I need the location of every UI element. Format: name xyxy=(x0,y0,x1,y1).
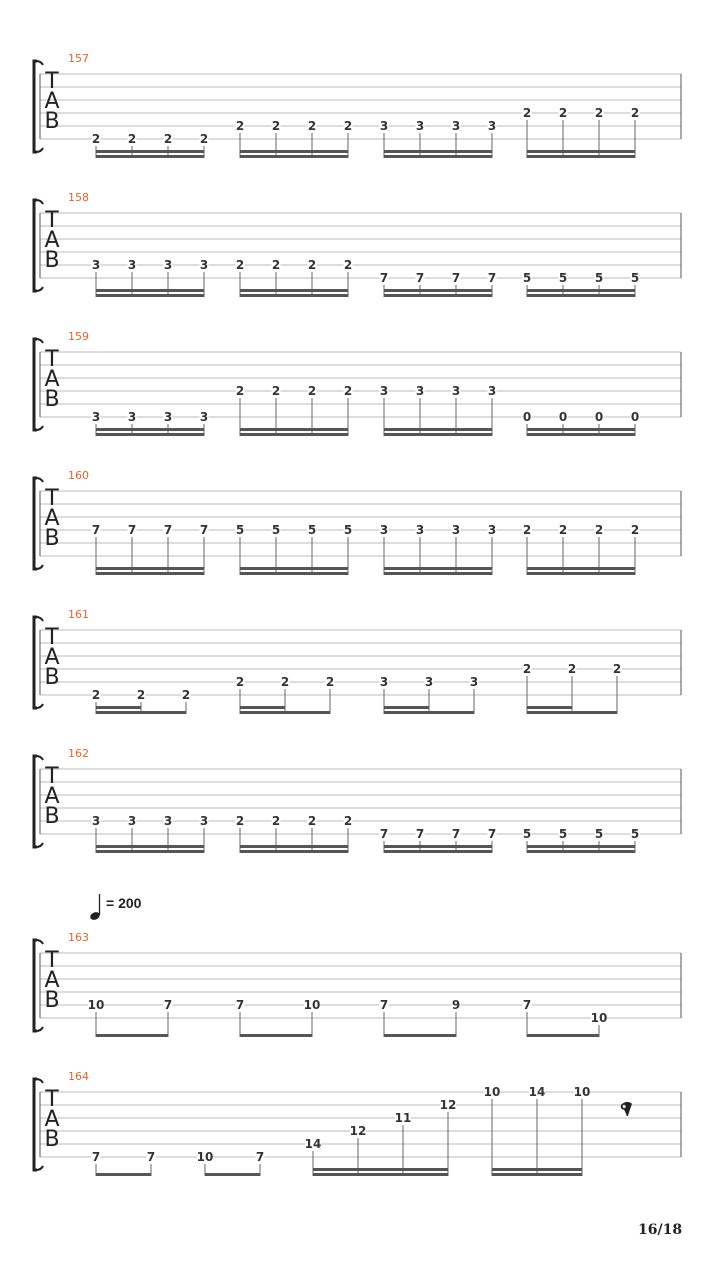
fret-number: 2 xyxy=(235,675,245,689)
tab-clef-letter: T xyxy=(45,764,59,789)
tab-system xyxy=(34,747,681,853)
beam-secondary xyxy=(492,1168,582,1171)
beam-secondary xyxy=(96,289,204,292)
fret-number: 2 xyxy=(522,106,532,120)
fret-number: 11 xyxy=(394,1111,412,1125)
fret-number: 5 xyxy=(630,271,640,285)
tab-clef-letter: A xyxy=(44,506,60,531)
fret-number: 7 xyxy=(451,271,461,285)
bracket-bottom-hook xyxy=(36,148,43,152)
fret-number: 7 xyxy=(127,523,137,537)
beam xyxy=(527,572,635,575)
beam xyxy=(96,155,204,158)
beam xyxy=(96,572,204,575)
beam-secondary xyxy=(384,289,492,292)
fret-number: 7 xyxy=(415,271,425,285)
beam xyxy=(384,711,474,714)
beam-secondary xyxy=(96,845,204,848)
fret-number: 2 xyxy=(522,523,532,537)
fret-number: 3 xyxy=(127,814,137,828)
fret-number: 7 xyxy=(522,998,532,1012)
measure-number: 162 xyxy=(68,747,89,760)
fret-number: 2 xyxy=(271,119,281,133)
beam xyxy=(240,433,348,436)
tab-clef-letter: B xyxy=(44,526,60,551)
system-bracket xyxy=(34,478,37,569)
fret-number: 3 xyxy=(451,119,461,133)
fret-number: 3 xyxy=(451,384,461,398)
fret-number: 2 xyxy=(181,688,191,702)
fret-number: 7 xyxy=(91,1150,101,1164)
fret-number: 7 xyxy=(379,827,389,841)
measure-number: 164 xyxy=(68,1070,89,1083)
beam xyxy=(384,433,492,436)
beam-secondary xyxy=(527,567,635,570)
fret-number: 2 xyxy=(280,675,290,689)
tab-clef-letter: T xyxy=(45,948,59,973)
tab-system xyxy=(34,931,681,1037)
fret-number: 3 xyxy=(451,523,461,537)
bracket-top-hook xyxy=(36,617,43,621)
tab-clef-letter: B xyxy=(44,988,60,1013)
fret-number: 2 xyxy=(271,258,281,272)
bracket-bottom-hook xyxy=(36,843,43,847)
tempo-marking: = 200 xyxy=(106,895,142,911)
fret-number: 2 xyxy=(307,119,317,133)
fret-number: 2 xyxy=(307,384,317,398)
beam xyxy=(205,1173,260,1176)
beam xyxy=(384,572,492,575)
fret-number: 3 xyxy=(415,384,425,398)
fret-number: 2 xyxy=(199,132,209,146)
fret-number: 2 xyxy=(235,119,245,133)
fret-number: 3 xyxy=(424,675,434,689)
beam-secondary xyxy=(527,289,635,292)
fret-number: 3 xyxy=(487,119,497,133)
beam xyxy=(384,1034,456,1037)
fret-number: 7 xyxy=(415,827,425,841)
beam-partial xyxy=(527,706,572,709)
fret-number: 7 xyxy=(91,523,101,537)
system-bracket xyxy=(34,617,37,708)
fret-number: 2 xyxy=(307,814,317,828)
fret-number: 5 xyxy=(594,827,604,841)
tab-clef-letter: A xyxy=(44,228,60,253)
fret-number: 14 xyxy=(528,1085,546,1099)
beam xyxy=(492,1173,582,1176)
bracket-top-hook xyxy=(36,1079,43,1083)
beam-secondary xyxy=(313,1168,448,1171)
tab-clef-letter: T xyxy=(45,625,59,650)
beam-partial xyxy=(96,706,141,709)
fret-number: 10 xyxy=(196,1150,214,1164)
bracket-top-hook xyxy=(36,339,43,343)
fret-number: 3 xyxy=(199,814,209,828)
fret-number: 2 xyxy=(630,106,640,120)
fret-number: 2 xyxy=(522,662,532,676)
beam-secondary xyxy=(384,150,492,153)
system-bracket xyxy=(34,1079,37,1170)
fret-number: 3 xyxy=(415,523,425,537)
tab-clef-letter: T xyxy=(45,347,59,372)
page-number: 16/18 xyxy=(638,1222,683,1238)
tab-clef-letter: T xyxy=(45,208,59,233)
beam-secondary xyxy=(240,428,348,431)
fret-number: 3 xyxy=(487,523,497,537)
beam xyxy=(96,1173,151,1176)
tab-clef-letter: T xyxy=(45,486,59,511)
tab-clef-letter: A xyxy=(44,89,60,114)
fret-number: 12 xyxy=(439,1098,457,1112)
beam xyxy=(96,1034,168,1037)
tab-system xyxy=(34,52,681,158)
fret-number: 3 xyxy=(379,384,389,398)
beam-secondary xyxy=(96,150,204,153)
measure-number: 163 xyxy=(68,931,89,944)
bracket-bottom-hook xyxy=(36,1166,43,1170)
beam xyxy=(96,850,204,853)
fret-number: 9 xyxy=(451,998,461,1012)
beam xyxy=(384,850,492,853)
tab-clef-letter: B xyxy=(44,109,60,134)
fret-number: 2 xyxy=(271,384,281,398)
measure-number: 159 xyxy=(68,330,89,343)
beam xyxy=(527,850,635,853)
fret-number: 3 xyxy=(127,410,137,424)
fret-number: 0 xyxy=(630,410,640,424)
tab-clef-letter: B xyxy=(44,248,60,273)
fret-number: 7 xyxy=(163,998,173,1012)
fret-number: 2 xyxy=(612,662,622,676)
fret-number: 2 xyxy=(91,688,101,702)
fret-number: 2 xyxy=(235,384,245,398)
beam xyxy=(313,1173,448,1176)
fret-number: 2 xyxy=(343,258,353,272)
system-bracket xyxy=(34,200,37,291)
fret-number: 3 xyxy=(199,410,209,424)
beam-secondary xyxy=(240,289,348,292)
fret-number: 5 xyxy=(235,523,245,537)
fret-number: 2 xyxy=(235,258,245,272)
fret-number: 3 xyxy=(487,384,497,398)
tab-system xyxy=(34,191,681,297)
tab-clef-letter: B xyxy=(44,665,60,690)
eighth-rest-icon xyxy=(622,1103,631,1116)
beam xyxy=(384,155,492,158)
beam xyxy=(527,1034,599,1037)
system-bracket xyxy=(34,339,37,430)
fret-number: 3 xyxy=(199,258,209,272)
fret-number: 10 xyxy=(573,1085,591,1099)
fret-number: 0 xyxy=(522,410,532,424)
system-bracket xyxy=(34,61,37,152)
tab-clef-letter: T xyxy=(45,69,59,94)
fret-number: 2 xyxy=(91,132,101,146)
fret-number: 5 xyxy=(630,827,640,841)
fret-number: 2 xyxy=(307,258,317,272)
fret-number: 5 xyxy=(558,271,568,285)
fret-number: 7 xyxy=(379,998,389,1012)
fret-number: 2 xyxy=(235,814,245,828)
measure-number: 158 xyxy=(68,191,89,204)
beam xyxy=(96,711,186,714)
beam-secondary xyxy=(527,150,635,153)
fret-number: 7 xyxy=(487,827,497,841)
beam-secondary xyxy=(527,428,635,431)
beam xyxy=(240,711,330,714)
beam-secondary xyxy=(240,845,348,848)
beam-secondary xyxy=(527,845,635,848)
beam xyxy=(527,155,635,158)
measure-number: 157 xyxy=(68,52,89,65)
quarter-note-icon xyxy=(89,894,101,921)
fret-number: 0 xyxy=(558,410,568,424)
bracket-top-hook xyxy=(36,756,43,760)
fret-number: 2 xyxy=(343,384,353,398)
fret-number: 7 xyxy=(235,998,245,1012)
beam xyxy=(96,294,204,297)
fret-number: 3 xyxy=(127,258,137,272)
fret-number: 2 xyxy=(630,523,640,537)
tab-system xyxy=(34,469,681,575)
beam-secondary xyxy=(384,567,492,570)
system-bracket xyxy=(34,940,37,1031)
fret-number: 10 xyxy=(303,998,321,1012)
tab-clef-letter: B xyxy=(44,804,60,829)
tab-clef-letter: A xyxy=(44,1107,60,1132)
fret-number: 2 xyxy=(343,119,353,133)
beam xyxy=(240,850,348,853)
tab-clef-letter: B xyxy=(44,387,60,412)
beam-secondary xyxy=(240,567,348,570)
fret-number: 7 xyxy=(255,1150,265,1164)
fret-number: 3 xyxy=(91,410,101,424)
beam xyxy=(240,294,348,297)
beam-secondary xyxy=(96,567,204,570)
fret-number: 2 xyxy=(136,688,146,702)
fret-number: 7 xyxy=(146,1150,156,1164)
fret-number: 7 xyxy=(199,523,209,537)
beam xyxy=(240,572,348,575)
tab-system xyxy=(34,1070,681,1176)
beam-partial xyxy=(384,706,429,709)
fret-number: 2 xyxy=(558,523,568,537)
fret-number: 5 xyxy=(558,827,568,841)
fret-number: 14 xyxy=(304,1137,322,1151)
tab-clef-letter: A xyxy=(44,784,60,809)
fret-number: 0 xyxy=(594,410,604,424)
fret-number: 2 xyxy=(163,132,173,146)
beam xyxy=(527,294,635,297)
beam-secondary xyxy=(96,428,204,431)
fret-number: 2 xyxy=(594,523,604,537)
fret-number: 3 xyxy=(163,814,173,828)
fret-number: 5 xyxy=(594,271,604,285)
fret-number: 12 xyxy=(349,1124,367,1138)
bracket-top-hook xyxy=(36,61,43,65)
fret-number: 5 xyxy=(307,523,317,537)
fret-number: 10 xyxy=(590,1011,608,1025)
tab-system xyxy=(34,608,681,714)
beam xyxy=(527,433,635,436)
measure-number: 160 xyxy=(68,469,89,482)
fret-number: 2 xyxy=(271,814,281,828)
fret-number: 7 xyxy=(163,523,173,537)
bracket-top-hook xyxy=(36,200,43,204)
fret-number: 10 xyxy=(483,1085,501,1099)
fret-number: 5 xyxy=(522,827,532,841)
tab-clef-letter: A xyxy=(44,367,60,392)
beam xyxy=(96,433,204,436)
fret-number: 3 xyxy=(91,258,101,272)
beam-secondary xyxy=(384,428,492,431)
bracket-bottom-hook xyxy=(36,1027,43,1031)
fret-number: 2 xyxy=(558,106,568,120)
fret-number: 3 xyxy=(379,119,389,133)
beam xyxy=(240,155,348,158)
beam xyxy=(384,294,492,297)
fret-number: 3 xyxy=(163,258,173,272)
fret-number: 5 xyxy=(343,523,353,537)
fret-number: 7 xyxy=(487,271,497,285)
fret-number: 2 xyxy=(594,106,604,120)
beam-secondary xyxy=(384,845,492,848)
beam xyxy=(527,711,617,714)
tab-clef-letter: T xyxy=(45,1087,59,1112)
fret-number: 3 xyxy=(91,814,101,828)
bracket-bottom-hook xyxy=(36,426,43,430)
fret-number: 3 xyxy=(379,523,389,537)
bracket-top-hook xyxy=(36,478,43,482)
measure-number: 161 xyxy=(68,608,89,621)
bracket-bottom-hook xyxy=(36,565,43,569)
fret-number: 3 xyxy=(163,410,173,424)
fret-number: 3 xyxy=(379,675,389,689)
tab-clef-letter: B xyxy=(44,1127,60,1152)
fret-number: 3 xyxy=(469,675,479,689)
bracket-bottom-hook xyxy=(36,704,43,708)
fret-number: 7 xyxy=(379,271,389,285)
fret-number: 3 xyxy=(415,119,425,133)
beam-secondary xyxy=(240,150,348,153)
system-bracket xyxy=(34,756,37,847)
fret-number: 7 xyxy=(451,827,461,841)
bracket-bottom-hook xyxy=(36,287,43,291)
tab-clef-letter: A xyxy=(44,968,60,993)
bracket-top-hook xyxy=(36,940,43,944)
tab-clef-letter: A xyxy=(44,645,60,670)
fret-number: 10 xyxy=(87,998,105,1012)
fret-number: 5 xyxy=(271,523,281,537)
beam xyxy=(240,1034,312,1037)
fret-number: 2 xyxy=(325,675,335,689)
fret-number: 2 xyxy=(343,814,353,828)
beam-partial xyxy=(240,706,285,709)
fret-number: 2 xyxy=(567,662,577,676)
fret-number: 2 xyxy=(127,132,137,146)
fret-number: 5 xyxy=(522,271,532,285)
tab-system xyxy=(34,330,681,436)
